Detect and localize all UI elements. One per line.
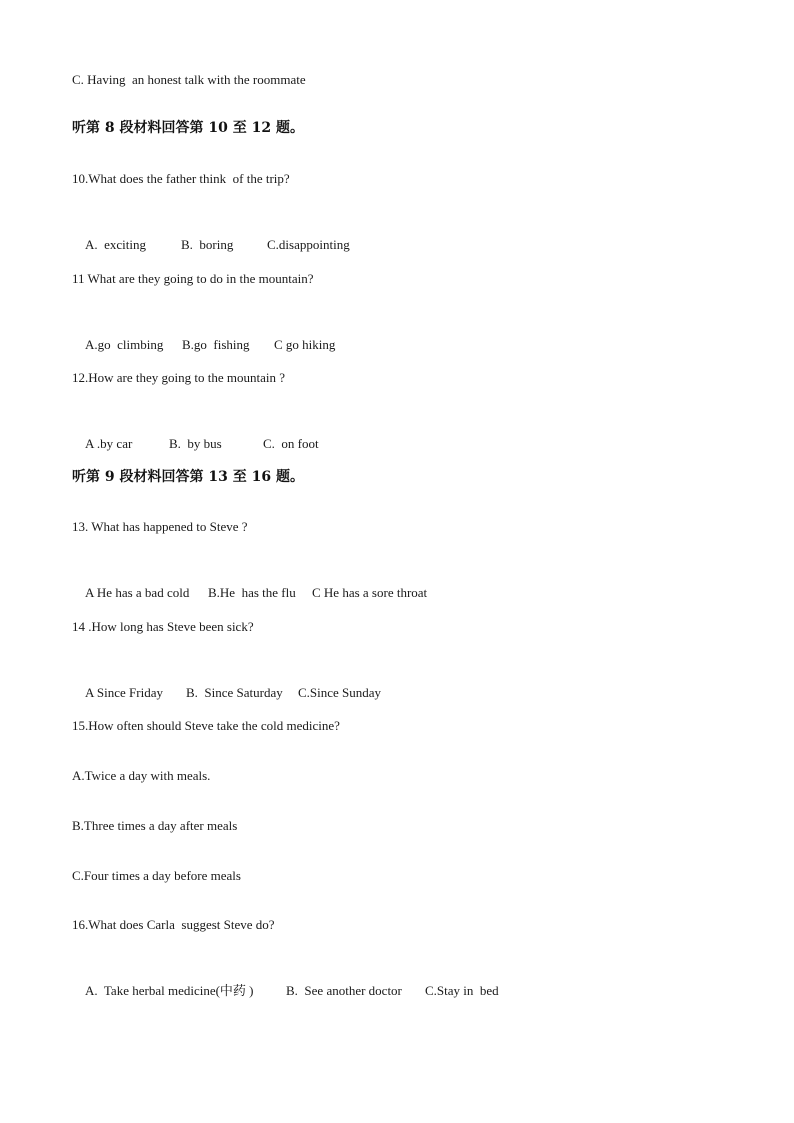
option-b: B. See another doctor — [286, 983, 402, 998]
question-12-options — [72, 420, 319, 468]
question-15: 15.How often should Steve take the cold medicine? — [72, 718, 340, 733]
option-c: C He has a sore throat — [312, 585, 428, 600]
question-12: 12.How are they going to the mountain ? — [72, 370, 286, 385]
question-15-option-b: B.Three times a day after meals — [72, 818, 238, 833]
option-b: B.He has the flu — [208, 585, 296, 600]
option-c: C.Since Sunday — [298, 685, 382, 700]
question-10-options — [72, 221, 350, 269]
question-16: 16.What does Carla suggest Steve do? — [72, 917, 275, 932]
option-a: A. exciting — [85, 237, 147, 252]
option-a: A .by car — [85, 436, 133, 451]
option-c: C.Stay in bed — [425, 983, 499, 998]
question-11-options — [72, 321, 335, 369]
option-b: B.go fishing — [182, 337, 250, 352]
section-heading-8: 听第 8 段材料回答第 10 至 12 题。 — [72, 120, 304, 136]
option-c: C go hiking — [274, 337, 336, 352]
option-a: A Since Friday — [85, 685, 163, 700]
option-b: B. Since Saturday — [186, 685, 283, 700]
option-a: A. Take herbal medicine(中药 ) — [85, 983, 254, 998]
option-c-honest-talk: C. Having an honest talk with the roommate — [72, 72, 306, 87]
option-c: C. on foot — [263, 436, 319, 451]
question-15-option-c: C.Four times a day before meals — [72, 868, 241, 883]
question-13: 13. What has happened to Steve ? — [72, 519, 248, 534]
question-10: 10.What does the father think of the trip? — [72, 171, 290, 186]
question-14-options — [72, 669, 381, 717]
question-13-options — [72, 569, 427, 617]
question-15-option-a: A.Twice a day with meals. — [72, 768, 211, 783]
option-b: B. boring — [181, 237, 234, 252]
option-a: A He has a bad cold — [85, 585, 190, 600]
option-a: A.go climbing — [85, 337, 164, 352]
section-heading-9: 听第 9 段材料回答第 13 至 16 题。 — [72, 469, 304, 485]
option-b: B. by bus — [169, 436, 222, 451]
question-14: 14 .How long has Steve been sick? — [72, 619, 254, 634]
question-11: 11 What are they going to do in the mountain? — [72, 271, 314, 286]
option-c: C.disappointing — [267, 237, 350, 252]
question-16-options — [72, 967, 499, 1015]
